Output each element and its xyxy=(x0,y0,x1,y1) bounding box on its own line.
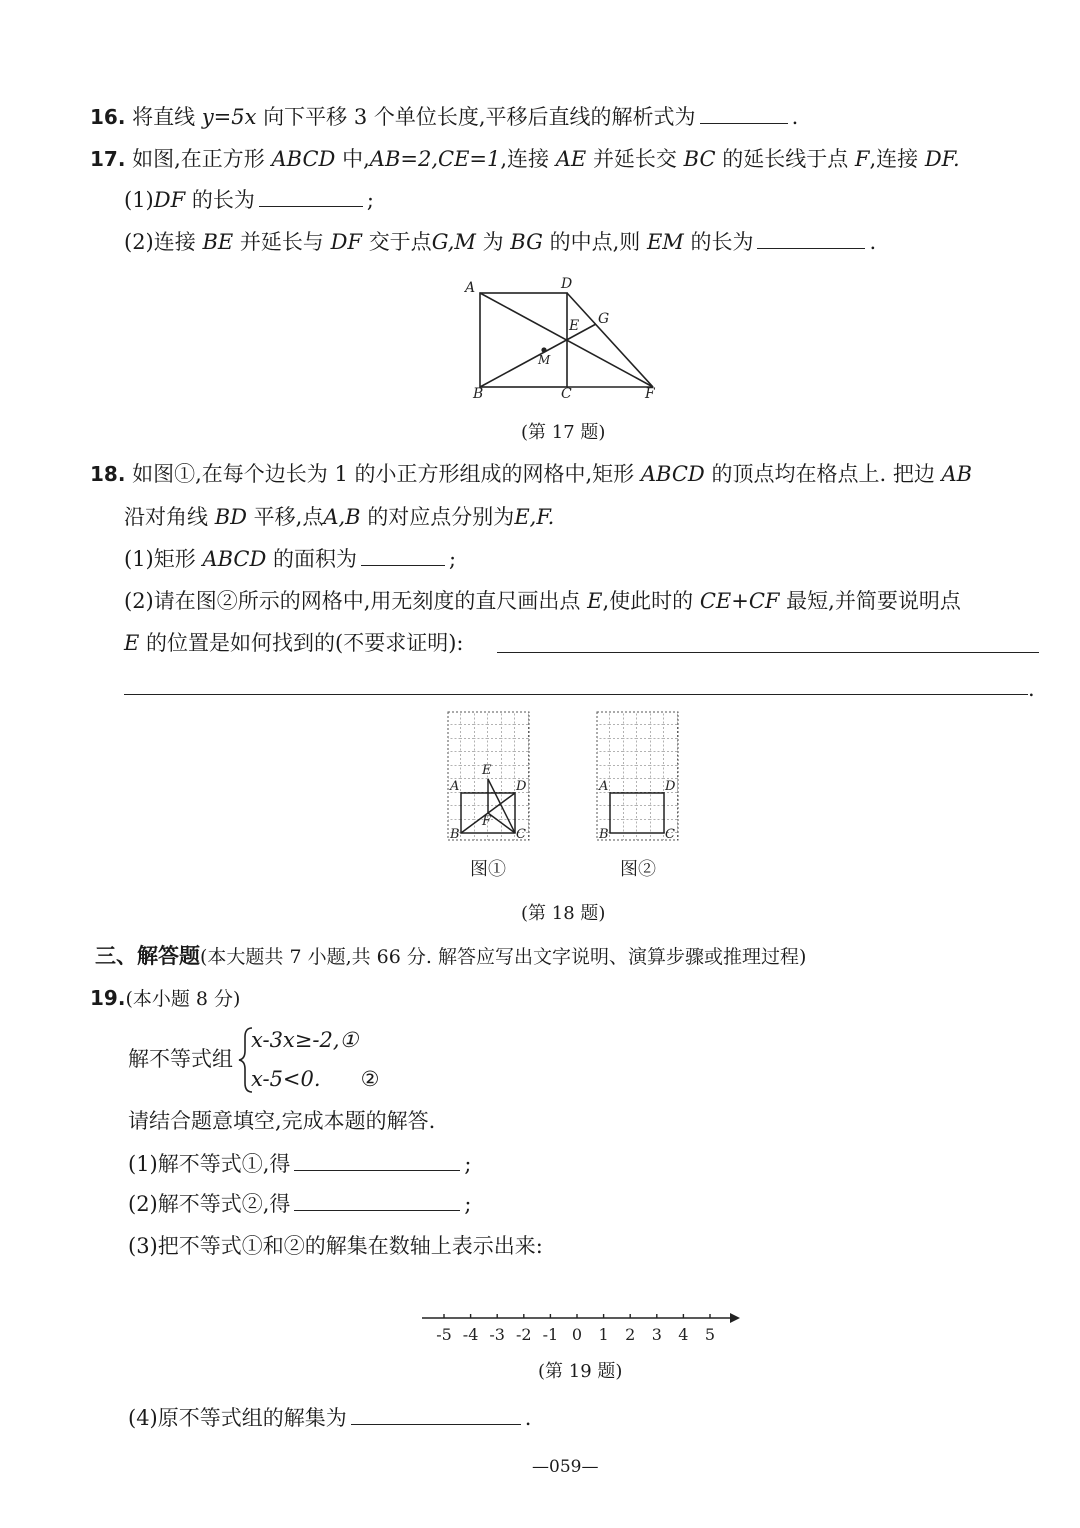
q17-var: DF xyxy=(153,188,186,212)
q17-text: 如图,在正方形 xyxy=(132,147,265,171)
q17-text: 中, xyxy=(342,147,370,171)
q17-text: 的长为 xyxy=(191,188,255,212)
q19-text: (4)原不等式组的解集为 xyxy=(128,1406,347,1430)
arrow-icon xyxy=(730,1313,740,1323)
q19-part3: (3)把不等式①和②的解集在数轴上表示出来: xyxy=(128,1234,543,1258)
q19-p4-answer-blank[interactable] xyxy=(351,1404,521,1425)
number-line-tick-label: 2 xyxy=(625,1325,636,1344)
q16-text-2: 向下平移 3 个单位长度,平移后直线的解析式为 xyxy=(263,105,696,129)
q18-var: E xyxy=(124,631,140,655)
q17-var: DF. xyxy=(924,147,960,171)
label-a: A xyxy=(450,779,460,794)
label-d: D xyxy=(561,276,573,292)
q17-caption: (第 17 题) xyxy=(521,422,606,443)
q17-period: . xyxy=(869,230,877,254)
q18-text: 的对应点分别为 xyxy=(367,505,515,529)
label-b: B xyxy=(599,827,609,842)
q17-part2 xyxy=(124,227,876,257)
q17-text: ,连接 xyxy=(500,147,550,171)
q18-text: 的面积为 xyxy=(273,547,358,571)
q19-instructions: 请结合题意填空,完成本题的解答. xyxy=(128,1109,436,1133)
q17-number: 17. xyxy=(90,147,126,171)
q19-inequality-2-row xyxy=(251,1064,379,1094)
point-m xyxy=(541,347,546,352)
segment-df xyxy=(567,293,653,387)
q17-var: AB=2,CE=1 xyxy=(369,147,501,171)
q18-text: 沿对角线 xyxy=(124,505,208,529)
q19-part2 xyxy=(128,1189,472,1219)
number-line-tick-label: 0 xyxy=(571,1325,583,1344)
q18-figure-1 xyxy=(447,711,533,843)
q18-text: 如图①,在每个边长为 1 的小正方形组成的网格中,矩形 xyxy=(132,462,635,486)
number-line-tick-label: -1 xyxy=(542,1325,559,1344)
q17-text: 并延长交 xyxy=(592,147,677,171)
q19-header xyxy=(90,983,240,1014)
q18-var: A,B xyxy=(323,505,361,529)
q18-period: . xyxy=(1028,677,1035,701)
q18-part1 xyxy=(124,544,456,574)
label-c: C xyxy=(516,827,526,842)
q17-text: 的中点,则 xyxy=(549,230,641,254)
q19-inequality-2: x-5<0. xyxy=(251,1067,321,1091)
q18-p1-answer-blank[interactable] xyxy=(361,545,445,566)
label-a: A xyxy=(599,779,609,794)
q19-semicolon: ; xyxy=(464,1152,472,1176)
q18-text: (2)请在图②所示的网格中,用无刻度的直尺画出点 xyxy=(124,589,581,613)
q16-line xyxy=(90,102,798,132)
q18-var: AB xyxy=(941,462,973,486)
q16-answer-blank[interactable] xyxy=(700,103,788,124)
label-g: G xyxy=(598,311,610,327)
q18-text: 的位置是如何找到的(不要求证明): xyxy=(146,631,464,655)
q18-text: 平移,点 xyxy=(253,505,324,529)
number-line-tick-label: -2 xyxy=(516,1325,532,1344)
q18-var: ABCD xyxy=(640,462,705,486)
q19-p2-answer-blank[interactable] xyxy=(294,1190,460,1211)
q17-p2-answer-blank[interactable] xyxy=(757,228,865,249)
number-line-tick-label: 3 xyxy=(651,1325,662,1344)
q17-text: 的延长线于点 xyxy=(722,147,849,171)
q17-var: BE xyxy=(202,230,234,254)
q18-figure-2-caption: 图② xyxy=(620,859,656,880)
label-c: C xyxy=(561,386,572,402)
square-abcd xyxy=(480,293,567,387)
q17-var: AE xyxy=(555,147,587,171)
q18-answer-line-1[interactable] xyxy=(497,652,1039,653)
q18-part2-cont xyxy=(124,628,464,658)
page-number: —059— xyxy=(532,1457,599,1477)
section-title: 三、解答题 xyxy=(95,943,200,968)
label-c: C xyxy=(665,827,675,842)
label-a: A xyxy=(465,280,476,296)
q19-p1-answer-blank[interactable] xyxy=(294,1150,460,1171)
q18-text: (1)矩形 xyxy=(124,547,196,571)
label-m: M xyxy=(538,353,551,367)
q18-stem-2 xyxy=(124,502,554,532)
q18-stem xyxy=(90,459,972,489)
number-line-tick-label: 4 xyxy=(678,1325,689,1344)
q19-part4 xyxy=(128,1403,531,1433)
q17-text: 交于点 xyxy=(368,230,432,254)
q18-figure-2 xyxy=(596,711,682,843)
q17-text: 为 xyxy=(482,230,504,254)
q18-semicolon: ; xyxy=(449,547,457,571)
q17-figure xyxy=(455,270,670,405)
number-line-tick-label: 1 xyxy=(598,1325,609,1344)
q19-inequality-2-mark: ② xyxy=(360,1067,380,1091)
q16-number: 16. xyxy=(90,105,126,129)
label-d: D xyxy=(665,779,676,794)
q18-var: E,F. xyxy=(514,505,555,529)
section-3-header xyxy=(95,941,806,972)
number-line xyxy=(418,1305,748,1349)
number-line-tick-label: -5 xyxy=(436,1325,452,1344)
q17-var: DF xyxy=(330,230,362,254)
q18-var: ABCD xyxy=(202,547,267,571)
q18-text: 的顶点均在格点上. 把边 xyxy=(711,462,935,486)
q16-period: . xyxy=(791,105,799,129)
label-b: B xyxy=(473,386,484,402)
q19-score: (本小题 8 分) xyxy=(125,988,241,1010)
q16-equation: y=5x xyxy=(201,105,257,129)
q19-caption: (第 19 题) xyxy=(538,1361,623,1382)
q17-var: ABCD xyxy=(271,147,336,171)
q17-p1-answer-blank[interactable] xyxy=(259,186,363,207)
q17-var: EM xyxy=(646,230,684,254)
q18-var: BD xyxy=(214,505,247,529)
q18-text: ,使此时的 xyxy=(602,589,694,613)
q19-part1 xyxy=(128,1149,472,1179)
q19-inequality-1: x-3x≥-2,① xyxy=(251,1028,359,1052)
grid xyxy=(597,712,678,840)
label-f: F xyxy=(482,814,492,829)
number-line-tick-label: -4 xyxy=(462,1325,479,1344)
q19-text: (1)解不等式①,得 xyxy=(128,1152,291,1176)
label-d: D xyxy=(516,779,527,794)
q19-text: (2)解不等式②,得 xyxy=(128,1192,291,1216)
q18-answer-line-2[interactable] xyxy=(124,694,1028,695)
q17-text: ,连接 xyxy=(869,147,919,171)
q18-var: E xyxy=(587,589,603,613)
number-line-tick-label: -3 xyxy=(489,1325,505,1344)
q17-text: 的长为 xyxy=(690,230,754,254)
label-e: E xyxy=(482,763,492,778)
q18-figure-1-caption: 图① xyxy=(470,859,506,880)
q17-var: G,M xyxy=(431,230,476,254)
q18-var: CE+CF xyxy=(699,589,780,613)
number-line-tick-label: 5 xyxy=(704,1325,716,1344)
label-f: F xyxy=(645,386,655,402)
q17-text: (2)连接 xyxy=(124,230,196,254)
q17-var: BG xyxy=(510,230,543,254)
q18-number: 18. xyxy=(90,462,126,486)
label-b: B xyxy=(450,827,460,842)
q17-var: F xyxy=(854,147,870,171)
q19-period: . xyxy=(524,1406,532,1430)
q18-caption: (第 18 题) xyxy=(521,903,606,924)
q18-part2 xyxy=(124,586,961,616)
q17-stem xyxy=(90,144,960,174)
q17-p1-label: (1) xyxy=(124,188,154,212)
q18-text: 最短,并简要说明点 xyxy=(786,589,961,613)
section-description: (本大题共 7 小题,共 66 分. 解答应写出文字说明、演算步骤或推理过程) xyxy=(200,946,807,968)
label-e: E xyxy=(569,318,580,334)
q17-semicolon: ; xyxy=(366,188,374,212)
q19-intro: 解不等式组 xyxy=(128,1047,233,1071)
q19-semicolon: ; xyxy=(464,1192,472,1216)
q17-var: BC xyxy=(683,147,716,171)
q17-part1 xyxy=(124,185,374,215)
q19-number: 19. xyxy=(90,986,126,1010)
q16-text: 将直线 xyxy=(132,105,196,129)
q17-text: 并延长与 xyxy=(239,230,324,254)
